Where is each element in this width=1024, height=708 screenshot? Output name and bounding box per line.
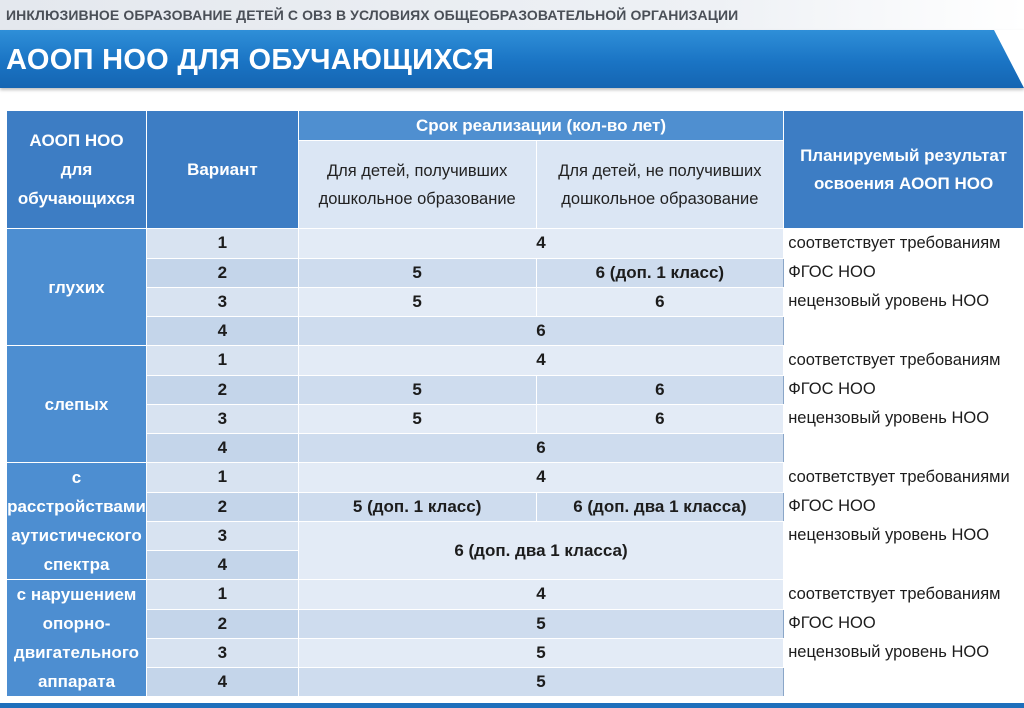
title-corner-decoration: [994, 30, 1024, 88]
variant-cell: 3: [146, 288, 298, 317]
term-cell: 5: [298, 639, 783, 668]
term-cell: 4: [298, 580, 783, 610]
result-cell: соответствует требованиями ФГОС НОО: [784, 463, 1024, 522]
top-banner: [0, 0, 1024, 30]
variant-cell: 1: [146, 229, 298, 259]
group-blind: слепых: [7, 346, 147, 463]
term-cell: 5: [298, 668, 783, 697]
variant-cell: 3: [146, 639, 298, 668]
term-cell: 6: [298, 317, 783, 346]
term-cell: 5: [298, 609, 783, 639]
group-musculoskeletal: с нарушением опорно-двигательного аппарата: [7, 580, 147, 697]
variant-cell: 4: [146, 668, 298, 697]
variant-cell: 2: [146, 609, 298, 639]
term-without-cell: 6: [536, 288, 784, 317]
bottom-accent-bar: [0, 703, 1024, 708]
header-with-preschool: Для детей, получивших дошкольное образование: [298, 141, 536, 229]
header-group: АООП НОО для обучающихся: [7, 111, 147, 229]
term-with-cell: 5: [298, 405, 536, 434]
page-title: АООП НОО ДЛЯ ОБУЧАЮЩИХСЯ: [6, 44, 495, 76]
header-without-preschool: Для детей, не получивших дошкольное образование: [536, 141, 784, 229]
variant-cell: 4: [146, 434, 298, 463]
result-cell: соответствует требованиям ФГОС НОО: [784, 580, 1024, 639]
banner-subtitle: ИНКЛЮЗИВНОЕ ОБРАЗОВАНИЕ ДЕТЕЙ С ОВЗ В УСЛОВИЯХ ОБЩЕОБРАЗОВАТЕЛЬНОЙ ОРГАНИЗАЦИИ: [6, 7, 739, 23]
term-cell: 6 (доп. два 1 класса): [298, 522, 783, 580]
result-cell: нецензовый уровень НОО: [784, 405, 1024, 463]
term-without-cell: 6: [536, 375, 784, 405]
result-cell: соответствует требованиям ФГОС НОО: [784, 229, 1024, 288]
aoop-table: [6, 110, 1024, 697]
header-variant: Вариант: [146, 111, 298, 229]
term-with-cell: 5: [298, 258, 536, 288]
term-with-cell: 5 (доп. 1 класс): [298, 492, 536, 522]
variant-cell: 2: [146, 375, 298, 405]
result-cell: соответствует требованиям ФГОС НОО: [784, 346, 1024, 405]
term-without-cell: 6 (доп. 1 класс): [536, 258, 784, 288]
group-autism: с расстройствами аутистического спектра: [7, 463, 147, 580]
term-with-cell: 5: [298, 375, 536, 405]
term-cell: 4: [298, 346, 783, 376]
result-cell: нецензовый уровень НОО: [784, 639, 1024, 697]
title-bar: [0, 30, 1024, 88]
group-deaf: глухих: [7, 229, 147, 346]
term-cell: 6: [298, 434, 783, 463]
variant-cell: 1: [146, 580, 298, 610]
term-with-cell: 5: [298, 288, 536, 317]
variant-cell: 4: [146, 551, 298, 580]
variant-cell: 4: [146, 317, 298, 346]
variant-cell: 2: [146, 492, 298, 522]
term-without-cell: 6: [536, 405, 784, 434]
result-cell: нецензовый уровень НОО: [784, 522, 1024, 580]
variant-cell: 3: [146, 522, 298, 551]
variant-cell: 1: [146, 346, 298, 376]
header-result: Планируемый результат освоения АООП НОО: [784, 111, 1024, 229]
header-term: Срок реализации (кол-во лет): [298, 111, 783, 141]
term-cell: 4: [298, 463, 783, 493]
result-cell: нецензовый уровень НОО: [784, 288, 1024, 346]
term-cell: 4: [298, 229, 783, 259]
variant-cell: 1: [146, 463, 298, 493]
variant-cell: 2: [146, 258, 298, 288]
variant-cell: 3: [146, 405, 298, 434]
term-without-cell: 6 (доп. два 1 класса): [536, 492, 784, 522]
